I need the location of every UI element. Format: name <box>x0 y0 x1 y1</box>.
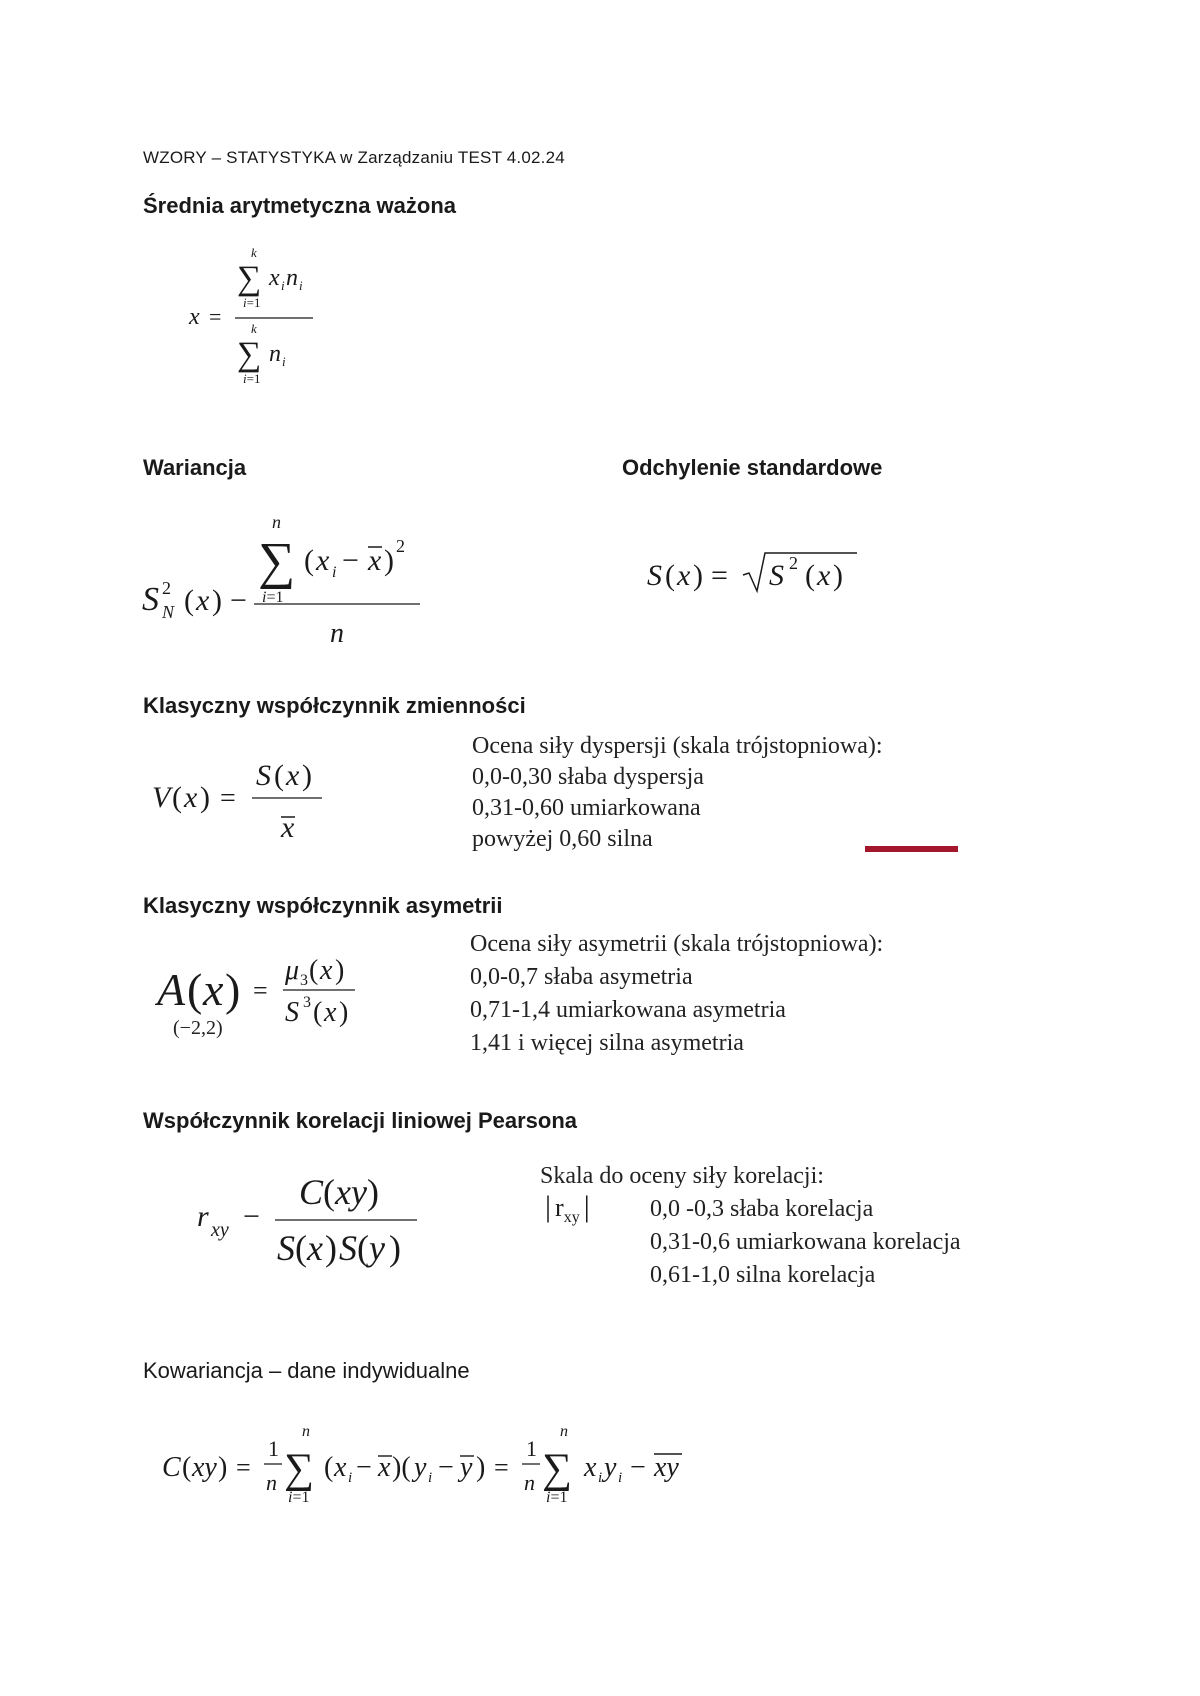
abs-subscript: xy <box>563 1209 580 1227</box>
svg-text:(: ( <box>313 997 323 1028</box>
dispersion-scale-item: 0,0-0,30 słaba dyspersja <box>472 764 704 790</box>
svg-text:): ) <box>833 559 843 592</box>
svg-text:S: S <box>142 581 159 618</box>
svg-text:S: S <box>285 997 299 1028</box>
svg-text:i: i <box>348 1470 353 1486</box>
svg-text:(: ( <box>182 1452 192 1483</box>
svg-text:(: ( <box>323 1172 335 1212</box>
svg-text:C: C <box>162 1452 181 1483</box>
svg-text:i=1: i=1 <box>262 589 284 606</box>
svg-text:xy: xy <box>192 1452 217 1483</box>
asymmetry-heading: Klasyczny współczynnik asymetrii <box>143 893 503 918</box>
svg-text:(: ( <box>187 964 203 1015</box>
svg-text:S: S <box>256 759 271 792</box>
svg-text:): ) <box>339 997 349 1028</box>
svg-text:(: ( <box>184 584 194 617</box>
asymmetry-scale-item: 0,0-0,7 słaba asymetria <box>470 964 693 990</box>
svg-text:−: − <box>438 1452 454 1483</box>
svg-text:x: x <box>196 584 210 617</box>
pearson-formula <box>195 1170 435 1280</box>
svg-text:C: C <box>299 1172 324 1212</box>
svg-text:(: ( <box>357 1228 369 1268</box>
svg-text:3: 3 <box>300 972 308 989</box>
dispersion-scale-item: 0,31-0,60 umiarkowana <box>472 795 701 821</box>
svg-text:): ) <box>335 955 345 986</box>
svg-text:): ) <box>218 1452 228 1483</box>
svg-text:=: = <box>711 559 728 592</box>
svg-text:2: 2 <box>789 553 798 573</box>
svg-text:): ) <box>200 781 210 814</box>
svg-text:i: i <box>598 1470 603 1486</box>
svg-text:μ: μ <box>285 955 300 986</box>
svg-text:): ) <box>384 544 394 577</box>
pearson-heading: Współczynnik korelacji liniowej Pearsona <box>143 1108 578 1133</box>
svg-text:xy: xy <box>335 1172 367 1212</box>
dispersion-scale-item: powyżej 0,60 silna <box>472 826 653 852</box>
accent-bar <box>865 846 958 852</box>
svg-text:)(: )( <box>392 1452 411 1483</box>
svg-text:n: n <box>524 1470 535 1495</box>
svg-text:S: S <box>647 559 662 592</box>
svg-text:x: x <box>316 544 330 577</box>
svg-text:k: k <box>251 245 257 260</box>
svg-text:S: S <box>769 559 784 592</box>
svg-text:x: x <box>203 964 224 1015</box>
svg-text:x: x <box>184 781 198 814</box>
svg-text:2: 2 <box>162 578 171 598</box>
asymmetry-range: (−2,2) <box>173 1017 223 1039</box>
svg-text:n: n <box>269 341 281 367</box>
covariance-formula <box>160 1420 720 1520</box>
svg-text:xy: xy <box>211 1219 229 1241</box>
svg-text:=: = <box>494 1453 509 1482</box>
svg-text:x: x <box>817 559 831 592</box>
correlation-abs-value: | $r_{xy}$ | <box>545 1190 590 1227</box>
svg-text:i: i <box>281 278 285 293</box>
svg-text:(: ( <box>324 1452 334 1483</box>
svg-text:1: 1 <box>526 1436 537 1461</box>
svg-text:): ) <box>476 1452 486 1483</box>
svg-text:): ) <box>389 1228 401 1268</box>
svg-text:): ) <box>225 964 241 1015</box>
svg-text:∑: ∑ <box>542 1446 572 1492</box>
asymmetry-scale-item: 1,41 i więcej silna asymetria <box>470 1030 744 1056</box>
svg-text:x: x <box>378 1452 391 1483</box>
svg-text:n: n <box>302 1423 310 1440</box>
svg-text:): ) <box>367 1172 379 1212</box>
svg-text:i=1: i=1 <box>243 371 261 386</box>
svg-text:(: ( <box>309 955 319 986</box>
svg-text:−: − <box>230 584 247 617</box>
svg-text:x: x <box>189 304 200 330</box>
svg-text:i=1: i=1 <box>546 1489 568 1506</box>
svg-text:y: y <box>369 1228 385 1268</box>
svg-text:3: 3 <box>303 994 311 1011</box>
document-title: WZORY – STATYSTYKA w Zarządzaniu TEST 4.02.24 <box>143 148 565 167</box>
svg-text:=: = <box>209 304 222 329</box>
svg-text:S: S <box>339 1228 357 1268</box>
svg-text:n: n <box>560 1423 568 1440</box>
svg-text:i=1: i=1 <box>288 1489 310 1506</box>
svg-text:x: x <box>320 955 333 986</box>
correlation-scale-item: 0,31-0,6 umiarkowana korelacja <box>650 1229 961 1255</box>
svg-text:A: A <box>157 964 186 1015</box>
svg-text:(: ( <box>172 781 182 814</box>
svg-text:): ) <box>693 559 703 592</box>
svg-text:i: i <box>299 278 303 293</box>
correlation-scale-title: Skala do oceny siły korelacji: <box>540 1163 824 1189</box>
weighted-mean-formula <box>185 245 335 395</box>
svg-text:−: − <box>630 1452 646 1483</box>
svg-text:∑: ∑ <box>258 533 296 590</box>
variance-heading: Wariancja <box>143 455 247 480</box>
asymmetry-scale <box>470 928 883 1060</box>
svg-text:xy: xy <box>654 1452 679 1483</box>
svg-text:∑: ∑ <box>237 336 262 373</box>
correlation-scale <box>650 1193 961 1292</box>
svg-text:(: ( <box>805 559 815 592</box>
asymmetry-scale-item: 0,71-1,4 umiarkowana asymetria <box>470 997 786 1023</box>
correlation-scale-item: 0,61-1,0 silna korelacja <box>650 1262 876 1288</box>
svg-text:n: n <box>266 1470 277 1495</box>
svg-text:N: N <box>162 602 175 622</box>
variation-heading: Klasyczny współczynnik zmienności <box>143 693 526 718</box>
variance-formula <box>140 510 440 650</box>
svg-text:x: x <box>307 1228 323 1268</box>
dispersion-scale-title: Ocena siły dyspersji (skala trójstopniowa): <box>472 733 883 759</box>
svg-text:S: S <box>277 1228 295 1268</box>
svg-text:i: i <box>282 354 286 369</box>
svg-text:∑: ∑ <box>237 260 262 297</box>
svg-text:x: x <box>677 559 691 592</box>
svg-text:−: − <box>356 1452 372 1483</box>
svg-text:x: x <box>368 544 382 577</box>
svg-text:): ) <box>212 584 222 617</box>
correlation-scale-item: 0,0 -0,3 słaba korelacja <box>650 1196 874 1222</box>
svg-text:(: ( <box>274 759 284 792</box>
svg-text:V: V <box>152 781 171 814</box>
weighted-mean-heading: Średnia arytmetyczna ważona <box>143 193 457 218</box>
svg-text:): ) <box>325 1228 337 1268</box>
svg-text:−: − <box>342 544 359 577</box>
svg-text:2: 2 <box>396 536 405 556</box>
covariance-heading: Kowariancja – dane indywidualne <box>143 1358 470 1383</box>
svg-text:=: = <box>253 976 268 1005</box>
svg-text:=: = <box>220 783 236 814</box>
svg-text:(: ( <box>665 559 675 592</box>
svg-text:1: 1 <box>268 1436 279 1461</box>
svg-text:∑: ∑ <box>284 1446 314 1492</box>
svg-text:y: y <box>604 1452 617 1483</box>
svg-text:x: x <box>281 811 295 844</box>
svg-text:−: − <box>243 1200 260 1233</box>
svg-text:): ) <box>302 759 312 792</box>
svg-text:x: x <box>269 265 280 291</box>
svg-text:i=1: i=1 <box>243 295 261 310</box>
svg-text:x: x <box>286 759 300 792</box>
svg-text:(: ( <box>304 544 314 577</box>
svg-text:=: = <box>236 1453 251 1482</box>
svg-text:n: n <box>286 265 298 291</box>
std-dev-formula <box>645 545 875 615</box>
asymmetry-scale-title: Ocena siły asymetrii (skala trójstopniowa): <box>470 931 884 957</box>
svg-text:n: n <box>272 512 281 532</box>
dispersion-scale <box>472 731 883 855</box>
svg-text:x: x <box>334 1452 347 1483</box>
svg-text:i: i <box>332 564 337 581</box>
svg-text:r: r <box>197 1200 209 1233</box>
svg-text:(: ( <box>295 1228 307 1268</box>
svg-text:y: y <box>460 1452 473 1483</box>
svg-text:n: n <box>330 618 344 649</box>
svg-text:i: i <box>618 1470 623 1486</box>
svg-text:y: y <box>414 1452 427 1483</box>
std-dev-heading: Odchylenie standardowe <box>622 455 883 480</box>
svg-text:x: x <box>584 1452 597 1483</box>
abs-label: r <box>555 1193 564 1222</box>
svg-text:i: i <box>428 1470 433 1486</box>
svg-text:x: x <box>324 997 337 1028</box>
svg-text:k: k <box>251 321 257 336</box>
variation-formula <box>150 755 330 850</box>
